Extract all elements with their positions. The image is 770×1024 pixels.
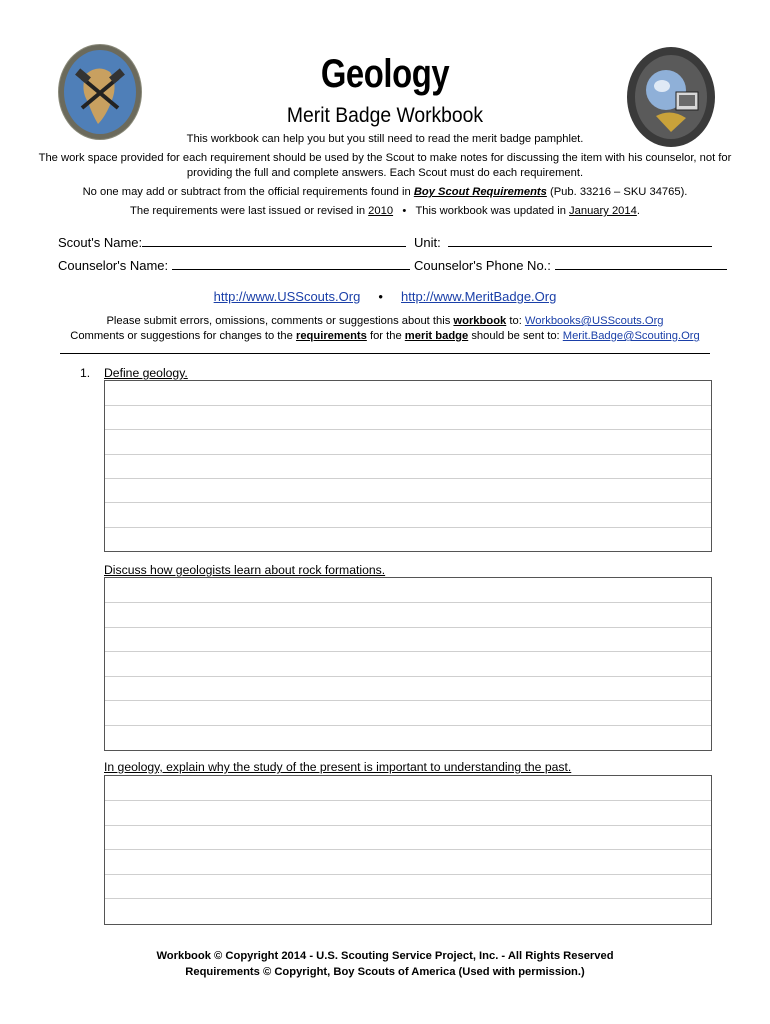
website-links	[0, 289, 770, 304]
meritbadge-link[interactable]: http://www.MeritBadge.Org	[401, 289, 557, 304]
counselor-name-input[interactable]	[172, 257, 410, 270]
intro-line-3	[0, 185, 770, 200]
footer-copyright-requirements: Requirements © Copyright, Boy Scouts of America (Used with permission.)	[185, 966, 585, 978]
revision-line	[0, 204, 770, 219]
submit-1-prefix: Please submit errors, omissions, comments or suggestions about this	[106, 315, 454, 327]
intro-line-2a: The work space provided for each requirement should be used by the Scout to make notes for discussing the item with his counselor, not for	[38, 152, 732, 164]
counselor-phone-field	[414, 257, 727, 273]
counselor-name-field	[58, 257, 410, 273]
counselor-phone-input[interactable]	[555, 257, 727, 270]
submit-2-requirements: requirements	[295, 330, 367, 342]
updated-date: January 2014	[569, 205, 637, 217]
intro-3-prefix: No one may add or subtract from the official requirements found in	[82, 186, 414, 198]
intro-line-2b: providing the full and complete answers. Each Scout must do each requirement.	[186, 167, 584, 179]
links-bullet: •	[378, 289, 383, 304]
answer-box-2[interactable]	[104, 577, 712, 751]
submit-line-2	[0, 329, 770, 344]
submit-2-suffix: should be sent to:	[468, 330, 563, 342]
intro-line-1: This workbook can help you but you still need to read the merit badge pamphlet.	[186, 133, 584, 145]
page-title: Geology	[320, 52, 450, 96]
boy-scout-requirements-link[interactable]: Boy Scout Requirements	[413, 186, 547, 198]
period: .	[636, 205, 640, 217]
unit-label: Unit:	[414, 235, 441, 250]
scout-name-label: Scout's Name:	[58, 235, 143, 250]
scout-name-field	[58, 234, 406, 250]
submit-1-workbook: workbook	[453, 315, 507, 327]
issued-prefix: The requirements were last issued or revised in	[130, 205, 369, 217]
page-subtitle: Merit Badge Workbook	[286, 104, 484, 127]
requirement-1b-text: Discuss how geologists learn about rock formations.	[104, 563, 386, 577]
bullet-separator: •	[402, 205, 407, 217]
submit-1-mid: to:	[506, 315, 525, 327]
submit-2-merit-badge: merit badge	[404, 330, 469, 342]
submit-line-1	[0, 314, 770, 329]
workbooks-email-link[interactable]: Workbooks@USScouts.Org	[524, 315, 664, 327]
requirement-1c-text: In geology, explain why the study of the present is important to understanding the past.	[104, 760, 572, 774]
scout-name-input[interactable]	[142, 234, 406, 247]
meritbadge-email-link[interactable]: Merit.Badge@Scouting.Org	[562, 330, 700, 342]
requirement-1-text: Define geology.	[104, 366, 188, 380]
answer-box-3[interactable]	[104, 775, 712, 925]
counselor-name-label: Counselor's Name:	[58, 258, 169, 273]
counselor-phone-label: Counselor's Phone No.:	[414, 258, 551, 273]
unit-field	[414, 234, 712, 250]
issued-year: 2010	[368, 205, 394, 217]
footer-copyright-workbook: Workbook © Copyright 2014 - U.S. Scouting Service Project, Inc. - All Rights Reserved	[156, 950, 614, 962]
usscouts-link[interactable]: http://www.USScouts.Org	[213, 289, 361, 304]
intro-3-suffix: (Pub. 33216 – SKU 34765).	[546, 186, 688, 198]
answer-box-1[interactable]	[104, 380, 712, 552]
submit-2-mid: for the	[366, 330, 405, 342]
requirement-1-number: 1.	[80, 366, 91, 380]
unit-input[interactable]	[448, 234, 712, 247]
header-divider	[60, 353, 710, 354]
updated-prefix: This workbook was updated in	[415, 205, 570, 217]
submit-2-prefix: Comments or suggestions for changes to the	[70, 330, 296, 342]
